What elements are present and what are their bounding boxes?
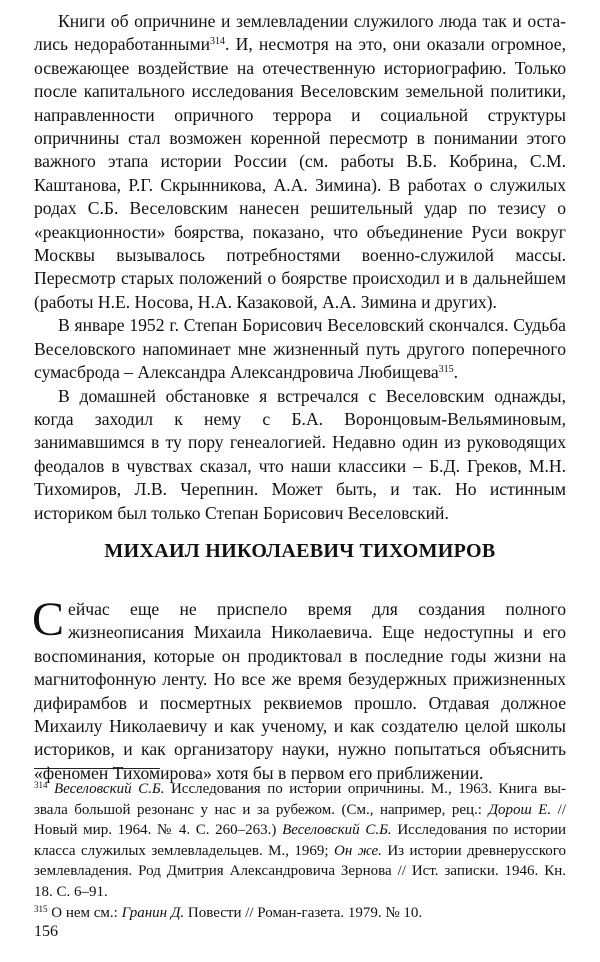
footnote-315 (34, 903, 566, 924)
footnote-315-text-2: Повести // Роман-газета. 1979. № 10. (184, 904, 423, 921)
footnote-314-author-1: Веселовский С.Б. (54, 781, 165, 797)
chapter-intro-paragraph (32, 593, 566, 785)
footnote-314-author-2: Дорош Е. (488, 801, 552, 818)
footnote-315-number: 315 (34, 903, 48, 914)
footnote-ref-315[interactable]: 315 (438, 364, 454, 376)
footnote-divider (34, 768, 160, 769)
paragraph-3 (34, 385, 566, 525)
footnote-314-number: 314 (34, 780, 48, 790)
footnote-314 (34, 779, 566, 903)
paragraph-2-text: В январе 1952 г. Степан Борисович Веселовский скончался. Судьба Веселовского напоминает мне жизненный путь другого поперечного сумасброда – Александра Александровича Любищева (34, 315, 566, 383)
paragraph-1 (34, 10, 566, 314)
chapter-intro-text: ейчас еще не приспело время для создания полного жизнеописания Михаила Николаевича. Еще недоступны и его воспоминания, которые он продиктовал в последние годы жизни на магнитофонную ленту. Но все же время безудержных прижизненных дифирамбов и посмертных реквиемов прошло. Отдавая должное Михаилу Николаевичу и как ученому, и как создателю целой школы историков, и как организатору науки, нужно попытаться объяснить «феномен Тихомирова» хотя бы в первом его приближении. (34, 599, 566, 783)
footnote-314-text-4: Из истории древнерусского землевладения. Род Дмитрия Александровича Зернова // Ист. записки. 1946. Кн. 18. С. 6–91. (34, 842, 567, 900)
footnote-314-author-4: Он же. (334, 842, 382, 859)
chapter-intro (32, 593, 566, 785)
paragraph-2-tail: . (453, 362, 459, 383)
footnote-315-text-1: О нем см.: (47, 904, 122, 921)
paragraph-2 (34, 314, 566, 384)
page-number: 156 (34, 923, 58, 940)
paragraph-1-tail: . И, несмотря на это, они оказали огромное, освежающее воздействие на отечественную историографию. Только после капитального исследования Веселовским земельной политики, направленности опричного террора и социальной структуры опричнины стал возможен коренной пересмотр в понимании этого важного этапа истории России (см. работы В.Б. Кобрина, С.М. Каштанова, Р.Г. Скрынникова, А.А. Зимина). В работах о служилых родах С.Б. Веселовским нанесен решительный удар по тезису о «реакционности» боярства, показано, что объединение Руси вокруг Москвы вызывалось потребностями военно-служилой массы. Пересмотр старых положений о боярстве происходил и в дальнейшем (работы Н.Е. Носова, Н.А. Казаковой, А.А. Зимина и других). (34, 34, 566, 312)
paragraph-1-text: Книги об опричнине и землевладении служилого люда так и остались недоработанными (34, 11, 566, 55)
footnote-314-text-1: Исследования по истории опричнины. М., 1963. Книга вызвала большой резонанс у нас и за рубежом. (См., например, рец.: (34, 781, 567, 818)
footnote-ref-314[interactable]: 314 (210, 36, 226, 48)
drop-cap: С (32, 593, 65, 646)
chapter-heading: МИХАИЛ НИКОЛАЕВИЧ ТИХОМИРОВ (104, 540, 496, 562)
footnote-315-author-1: Гранин Д. (121, 904, 185, 921)
footnote-314-author-3: Веселовский С.Б. (282, 822, 392, 839)
footnote-314-text-3: Исследования по истории класса служилых землевладельцев. М., 1969; (34, 822, 566, 859)
paragraph-3-text: В домашней обстановке я встречался с Веселовским однажды, когда заходил к нему с Б.А. Воронцовым-Вельяминовым, занимавшимся в ту пору генеалогией. Недавно один из руководящих феодалов в чувствах сказал, что наши классики – Б.Д. Греков, М.Н. Тихомиров, Л.В. Черепнин. Может быть, и так. Но истинным историком был только Степан Борисович Веселовский. (34, 385, 566, 523)
footnotes (34, 768, 566, 923)
footnote-314-text-2: // Новый мир. 1964. № 4. С. 260–263.) (34, 801, 566, 839)
